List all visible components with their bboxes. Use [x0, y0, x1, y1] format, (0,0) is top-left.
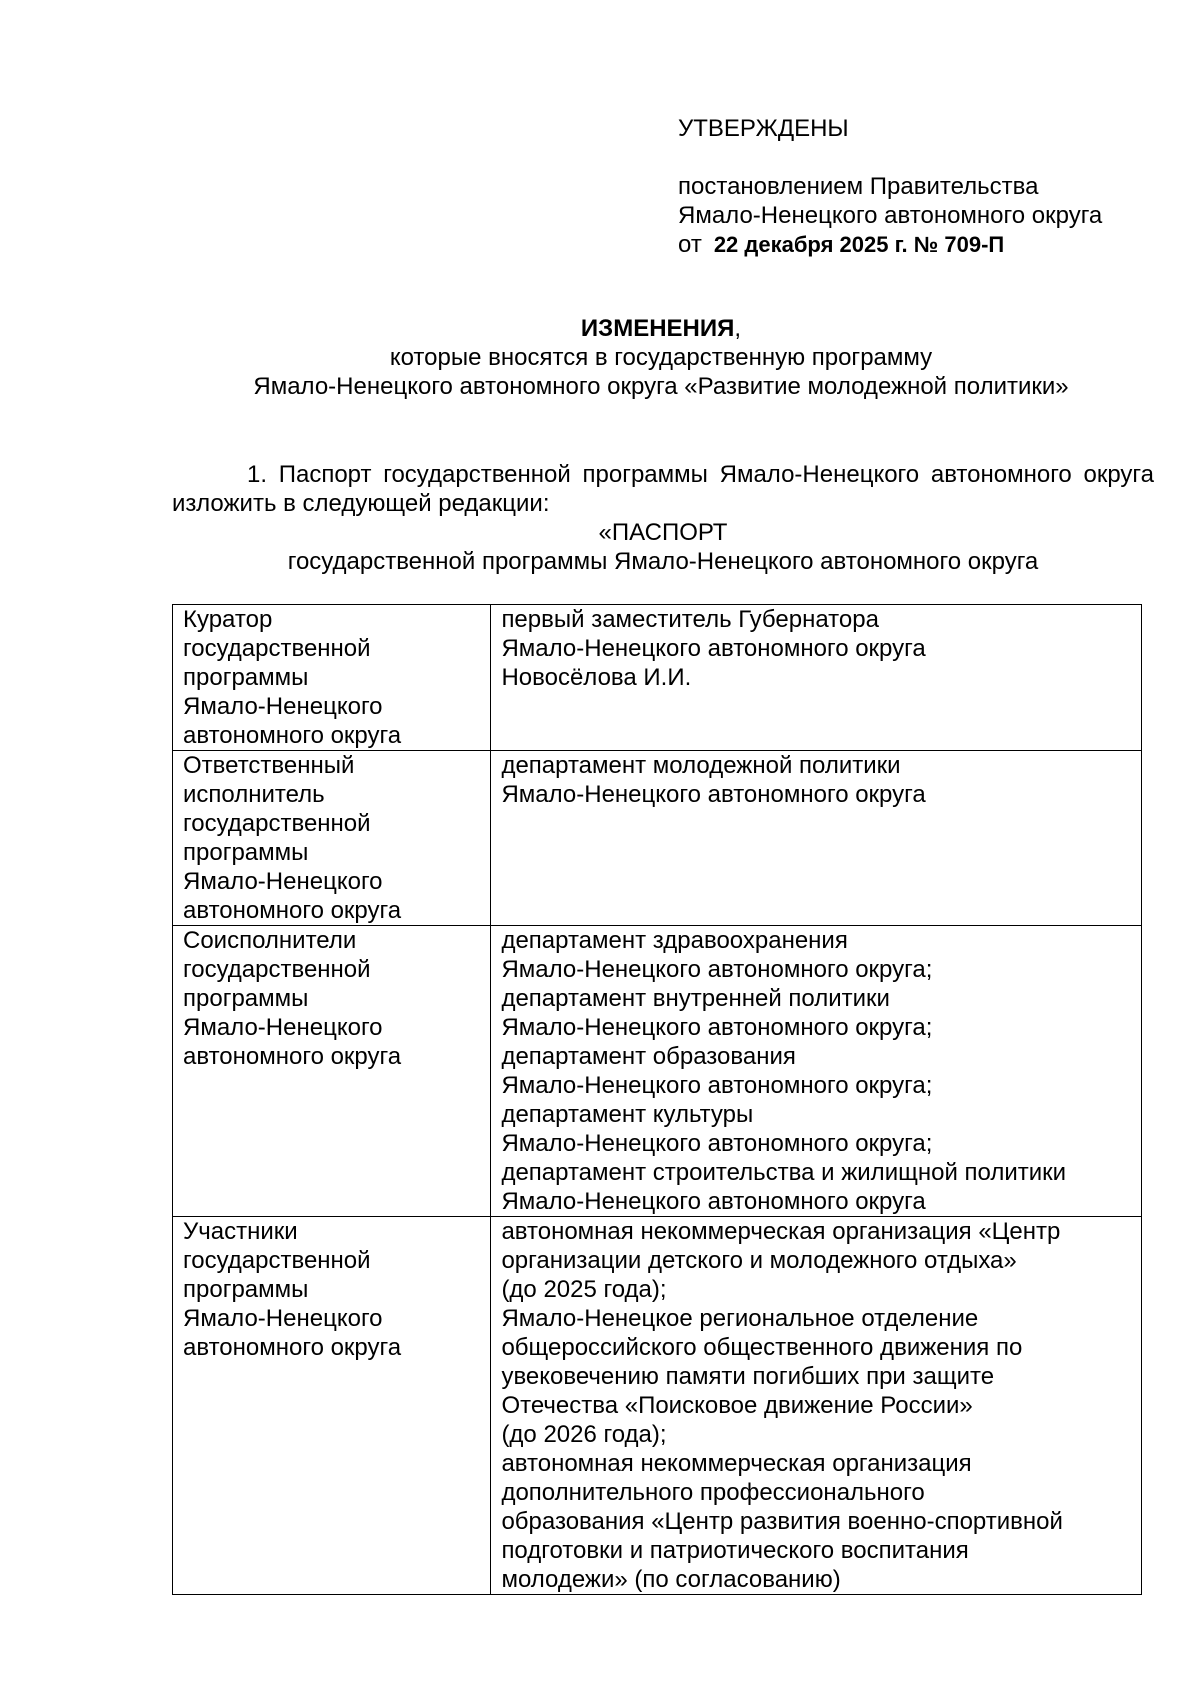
approval-date-line [678, 230, 1158, 259]
cell-line: организации детского и молодежного отдыха» [501, 1247, 1017, 1274]
cell-line: государственной [183, 1247, 371, 1274]
table-row [173, 751, 1142, 926]
cell-line: Ямало-Ненецкого [183, 1305, 383, 1332]
title-line-3: Ямало-Ненецкого автономного округа «Развитие молодежной политики» [253, 373, 1069, 400]
cell-line: Ямало-Ненецкого автономного округа; [501, 1014, 933, 1041]
cell-line: образования «Центр развития военно-спортивной [501, 1508, 1063, 1535]
cell-line: Ямало-Ненецкого автономного округа; [501, 1072, 933, 1099]
approval-line-1: постановлением Правительства [678, 173, 1039, 200]
row-label-cell [173, 926, 491, 1217]
row-label-cell [173, 1217, 491, 1595]
cell-line: государственной [183, 810, 371, 837]
passport-table-body [173, 605, 1142, 1595]
paragraph-text: 1. Паспорт государственной программы Ямало-Ненецкого автономного округа изложить в следующей редакции: [172, 461, 1154, 517]
cell-line: Ответственный [183, 752, 355, 779]
cell-line: Ямало-Ненецкого автономного округа [501, 635, 926, 662]
cell-line: автономного округа [183, 897, 402, 924]
row-value-cell [491, 751, 1142, 926]
cell-line: автономного округа [183, 1043, 402, 1070]
cell-line: автономного округа [183, 722, 402, 749]
cell-line: Ямало-Ненецкого автономного округа; [501, 956, 933, 983]
cell-line: Участники [183, 1218, 298, 1245]
table-row [173, 926, 1142, 1217]
cell-line: государственной [183, 635, 371, 662]
passport-subheading: государственной программы Ямало-Ненецкого автономного округа [287, 548, 1039, 575]
passport-heading: «ПАСПОРТ [598, 519, 728, 546]
cell-line: Отечества «Поисковое движение России» [501, 1392, 973, 1419]
row-value-cell [491, 1217, 1142, 1595]
cell-line: молодежи» (по согласованию) [501, 1566, 841, 1593]
cell-line: дополнительного профессионального [501, 1479, 925, 1506]
cell-line: департамент здравоохранения [501, 927, 848, 954]
approved-heading: УТВЕРЖДЕНЫ [678, 115, 849, 142]
cell-line: программы [183, 839, 309, 866]
table-row [173, 1217, 1142, 1595]
cell-line: департамент внутренней политики [501, 985, 890, 1012]
cell-line: автономная некоммерческая организация [501, 1450, 972, 1477]
cell-line: исполнитель [183, 781, 325, 808]
cell-line: департамент строительства и жилищной политики [501, 1159, 1067, 1186]
cell-line: программы [183, 1276, 309, 1303]
cell-line: Ямало-Ненецкого [183, 1014, 383, 1041]
row-label-cell [173, 751, 491, 926]
document-title [170, 314, 1152, 401]
cell-line: Куратор [183, 606, 273, 633]
cell-line: департамент образования [501, 1043, 796, 1070]
cell-line: автономная некоммерческая организация «Центр [501, 1218, 1061, 1245]
approval-block [678, 114, 1158, 259]
cell-line: общероссийского общественного движения по [501, 1334, 1023, 1361]
cell-line: Ямало-Ненецкого [183, 693, 383, 720]
cell-line: (до 2025 года); [501, 1276, 667, 1303]
cell-line: департамент культуры [501, 1101, 754, 1128]
cell-line: подготовки и патриотического воспитания [501, 1537, 969, 1564]
cell-line: Ямало-Ненецкого автономного округа [501, 1188, 926, 1215]
cell-line: государственной [183, 956, 371, 983]
cell-line: первый заместитель Губернатора [501, 606, 879, 633]
cell-line: автономного округа [183, 1334, 402, 1361]
cell-line: Ямало-Ненецкого автономного округа; [501, 1130, 933, 1157]
title-comma: , [734, 315, 742, 342]
title-line-2: которые вносятся в государственную программу [389, 344, 933, 371]
cell-line: Соисполнители [183, 927, 357, 954]
passport-table [172, 604, 1142, 1595]
cell-line: Ямало-Ненецкое региональное отделение [501, 1305, 979, 1332]
table-row [173, 605, 1142, 751]
approval-from: от [678, 231, 702, 258]
cell-line: департамент молодежной политики [501, 752, 901, 779]
row-value-cell [491, 926, 1142, 1217]
cell-line: Новосёлова И.И. [501, 664, 692, 691]
paragraph-block [172, 460, 1154, 576]
row-label-cell [173, 605, 491, 751]
cell-line: Ямало-Ненецкого [183, 868, 383, 895]
title-line-1 [170, 314, 1152, 343]
cell-line: программы [183, 664, 309, 691]
cell-line: программы [183, 985, 309, 1012]
row-value-cell [491, 605, 1142, 751]
title-bold: ИЗМЕНЕНИЯ [580, 315, 735, 342]
approval-date: 22 декабря 2025 г. № 709-П [713, 232, 1005, 257]
cell-line: (до 2026 года); [501, 1421, 667, 1448]
cell-line: увековечению памяти погибших при защите [501, 1363, 995, 1390]
cell-line: Ямало-Ненецкого автономного округа [501, 781, 926, 808]
approval-line-2: Ямало-Ненецкого автономного округа [678, 202, 1103, 229]
